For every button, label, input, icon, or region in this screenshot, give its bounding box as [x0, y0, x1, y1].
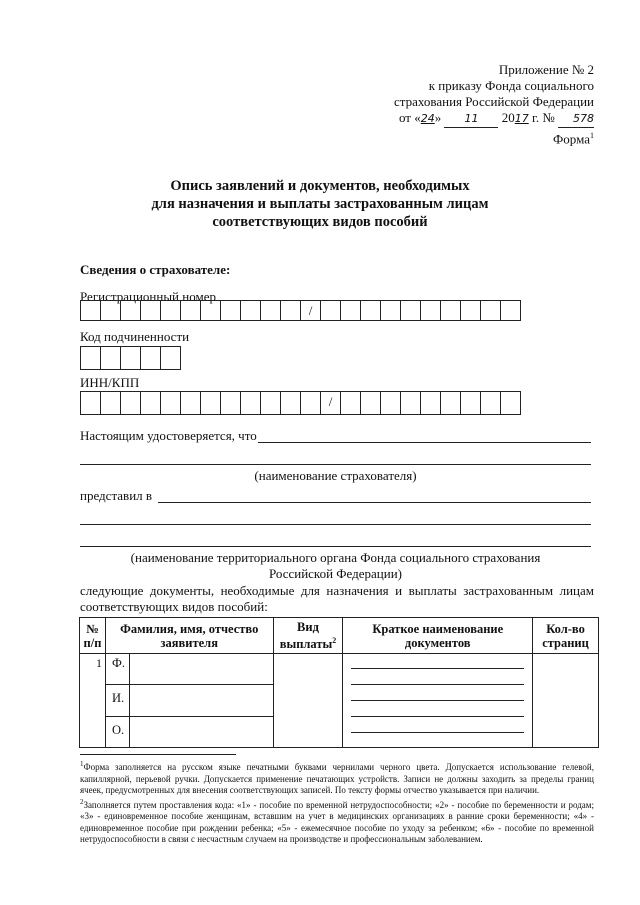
form-label: Форма: [553, 131, 590, 147]
reg-cell[interactable]: [160, 300, 181, 321]
submitted-to-label: представил в: [80, 488, 153, 503]
inn-slash-cell: /: [320, 391, 341, 415]
inn-cell[interactable]: [300, 391, 321, 415]
title-line1: Опись заявлений и документов, необходимых: [170, 178, 470, 194]
inn-cell[interactable]: [280, 391, 301, 415]
documents-cell: [343, 654, 533, 748]
reg-cell[interactable]: [340, 300, 361, 321]
surname-label: Ф.: [106, 654, 130, 684]
kpp-cell[interactable]: [460, 391, 481, 415]
document-line[interactable]: [351, 716, 524, 717]
subordination-cells: [81, 346, 181, 370]
document-title: [0, 177, 640, 231]
surname-row[interactable]: [106, 654, 273, 685]
fss-name-line-1[interactable]: [158, 502, 591, 503]
fss-caption-line1: (наименование территориального органа Фонда социального страхования: [130, 550, 541, 565]
documents-lines: [343, 654, 532, 746]
header-type: [273, 618, 343, 654]
header-pages: Кол-во страниц: [533, 618, 599, 654]
fss-caption-line2: Российской Федерации): [268, 566, 403, 581]
form-label-line: [334, 128, 594, 147]
patronymic-label: О.: [106, 717, 130, 747]
documents-intro: следующие документы, необходимые для назначения и выплаты застрахованным лицам соответствующих видов пособий:: [80, 583, 594, 614]
header-type-sup: 2: [332, 635, 337, 645]
reg-cell[interactable]: [180, 300, 201, 321]
reg-cell[interactable]: [100, 300, 121, 321]
inn-kpp-label: ИНН/КПП: [80, 375, 140, 390]
appendix-line1: Приложение № 2: [498, 62, 594, 77]
insurer-section-heading: Сведения о страхователе:: [80, 262, 231, 277]
row-number-cell: 1: [80, 654, 106, 748]
footnote-2-text: Заполняется путем проставления кода: «1» - пособие по временной нетрудоспособности; «2» - пособие по беременности и родам; «3» - единовременное пособие женщинам, вставшим на учет в медицинских организациях в ранние сроки беременности; «4» - единовременное пособие при рождении ребенка; «5» - ежемесячное пособие по уходу за ребенком; «6» - пособие по временной нетрудоспособности в связи с несчастным случаем на производстве и профессиональным заболеванием.: [80, 799, 594, 844]
footnote-2: [80, 797, 594, 846]
inn-cell[interactable]: [240, 391, 261, 415]
inn-cell[interactable]: [220, 391, 241, 415]
title-line2: для назначения и выплаты застрахованным лицам: [151, 196, 489, 212]
header-docs: Краткое наименование документов: [343, 618, 533, 654]
name-label: И.: [106, 685, 130, 716]
reg-cell[interactable]: [320, 300, 341, 321]
kpp-cell[interactable]: [440, 391, 461, 415]
reg-cell[interactable]: [200, 300, 221, 321]
reg-number-cells: [81, 300, 521, 321]
document-line[interactable]: [351, 684, 524, 685]
kpp-cell[interactable]: [400, 391, 421, 415]
reg-cell[interactable]: [140, 300, 161, 321]
kpp-cell[interactable]: [420, 391, 441, 415]
insurer-caption: (наименование страхователя): [254, 468, 417, 483]
reg-cell[interactable]: [480, 300, 501, 321]
reg-cell[interactable]: [400, 300, 421, 321]
header-fio: Фамилия, имя, отчество заявителя: [105, 618, 273, 654]
subordination-cell[interactable]: [160, 346, 181, 370]
inn-cell[interactable]: [160, 391, 181, 415]
footnotes: [80, 759, 594, 846]
reg-slash-cell: /: [300, 300, 321, 321]
name-row[interactable]: [106, 685, 273, 717]
date-year: 17: [514, 112, 529, 125]
footnote-2-sup: 2: [80, 797, 84, 806]
order-number: 578: [558, 111, 594, 128]
title-line3: соответствующих видов пособий: [212, 214, 428, 230]
reg-cell[interactable]: [500, 300, 521, 321]
date-month: 11: [444, 111, 498, 128]
reg-cell[interactable]: [380, 300, 401, 321]
date-year-suffix: г. №: [531, 110, 555, 125]
footnote-separator: [80, 754, 236, 755]
inn-kpp-cells: [81, 391, 521, 415]
inn-cell[interactable]: [80, 391, 101, 415]
reg-cell[interactable]: [260, 300, 281, 321]
reg-cell[interactable]: [240, 300, 261, 321]
subordination-cell[interactable]: [80, 346, 101, 370]
header-num: № п/п: [80, 618, 106, 654]
inn-cell[interactable]: [100, 391, 121, 415]
appendix-block: [334, 62, 594, 147]
date-year-prefix: 20: [501, 110, 515, 125]
patronymic-row[interactable]: [106, 717, 273, 747]
pages-cell[interactable]: [533, 654, 599, 748]
appendix-date-line: [334, 110, 594, 128]
table-header-row: [80, 618, 599, 654]
header-type-text: Вид выплаты: [279, 619, 333, 652]
kpp-cell[interactable]: [500, 391, 521, 415]
fio-cell: [105, 654, 273, 748]
subordination-label: Код подчиненности: [80, 329, 190, 344]
kpp-cell[interactable]: [480, 391, 501, 415]
document-line[interactable]: [351, 668, 524, 669]
reg-cell[interactable]: [440, 300, 461, 321]
reg-cell[interactable]: [420, 300, 441, 321]
document-line[interactable]: [351, 700, 524, 701]
fss-caption: [80, 550, 591, 582]
appendix-line3: страхования Российской Федерации: [394, 94, 594, 109]
reg-cell[interactable]: [220, 300, 241, 321]
reg-cell[interactable]: [280, 300, 301, 321]
kpp-cell[interactable]: [360, 391, 381, 415]
fss-name-line-2[interactable]: [80, 524, 591, 525]
documents-table: [79, 617, 599, 748]
reg-cell[interactable]: [360, 300, 381, 321]
inn-cell[interactable]: [120, 391, 141, 415]
footnote-1: [80, 759, 594, 797]
subordination-cell[interactable]: [140, 346, 161, 370]
insurer-name-line-1[interactable]: [258, 442, 591, 443]
insurer-name-line-2[interactable]: [80, 464, 591, 465]
payment-type-cell[interactable]: [273, 654, 343, 748]
subordination-cell[interactable]: [100, 346, 121, 370]
kpp-cell[interactable]: [340, 391, 361, 415]
reg-cell[interactable]: [460, 300, 481, 321]
footnote-1-text: Форма заполняется на русском языке печатными буквами чернилами черного цвета. Допускается использование гелевой, капиллярной, перьевой ручки. Допускается применение печатающих устройств. Записи не должны заходить за пределы границ ячеек, предусмотренных для внесения соответствующих записей. По тексту формы отчество указывается при наличии.: [80, 762, 594, 795]
certify-text: Настоящим удостоверяется, что: [80, 428, 257, 443]
reg-cell[interactable]: [120, 300, 141, 321]
subordination-cell[interactable]: [120, 346, 141, 370]
date-mid: »: [434, 110, 442, 125]
reg-number-label: Регистрационный номер: [80, 289, 216, 304]
document-line[interactable]: [351, 732, 524, 733]
footnote-1-sup: 1: [80, 760, 84, 768]
form-sup: 1: [590, 131, 594, 140]
inn-cell[interactable]: [140, 391, 161, 415]
date-prefix: от «: [398, 110, 421, 125]
appendix-line2: к приказу Фонда социального: [428, 78, 594, 93]
reg-cell[interactable]: [80, 300, 101, 321]
date-day: 24: [420, 112, 435, 125]
inn-cell[interactable]: [260, 391, 281, 415]
table-row: [80, 654, 599, 748]
fss-name-line-3[interactable]: [80, 546, 591, 547]
kpp-cell[interactable]: [380, 391, 401, 415]
inn-cell[interactable]: [200, 391, 221, 415]
inn-cell[interactable]: [180, 391, 201, 415]
